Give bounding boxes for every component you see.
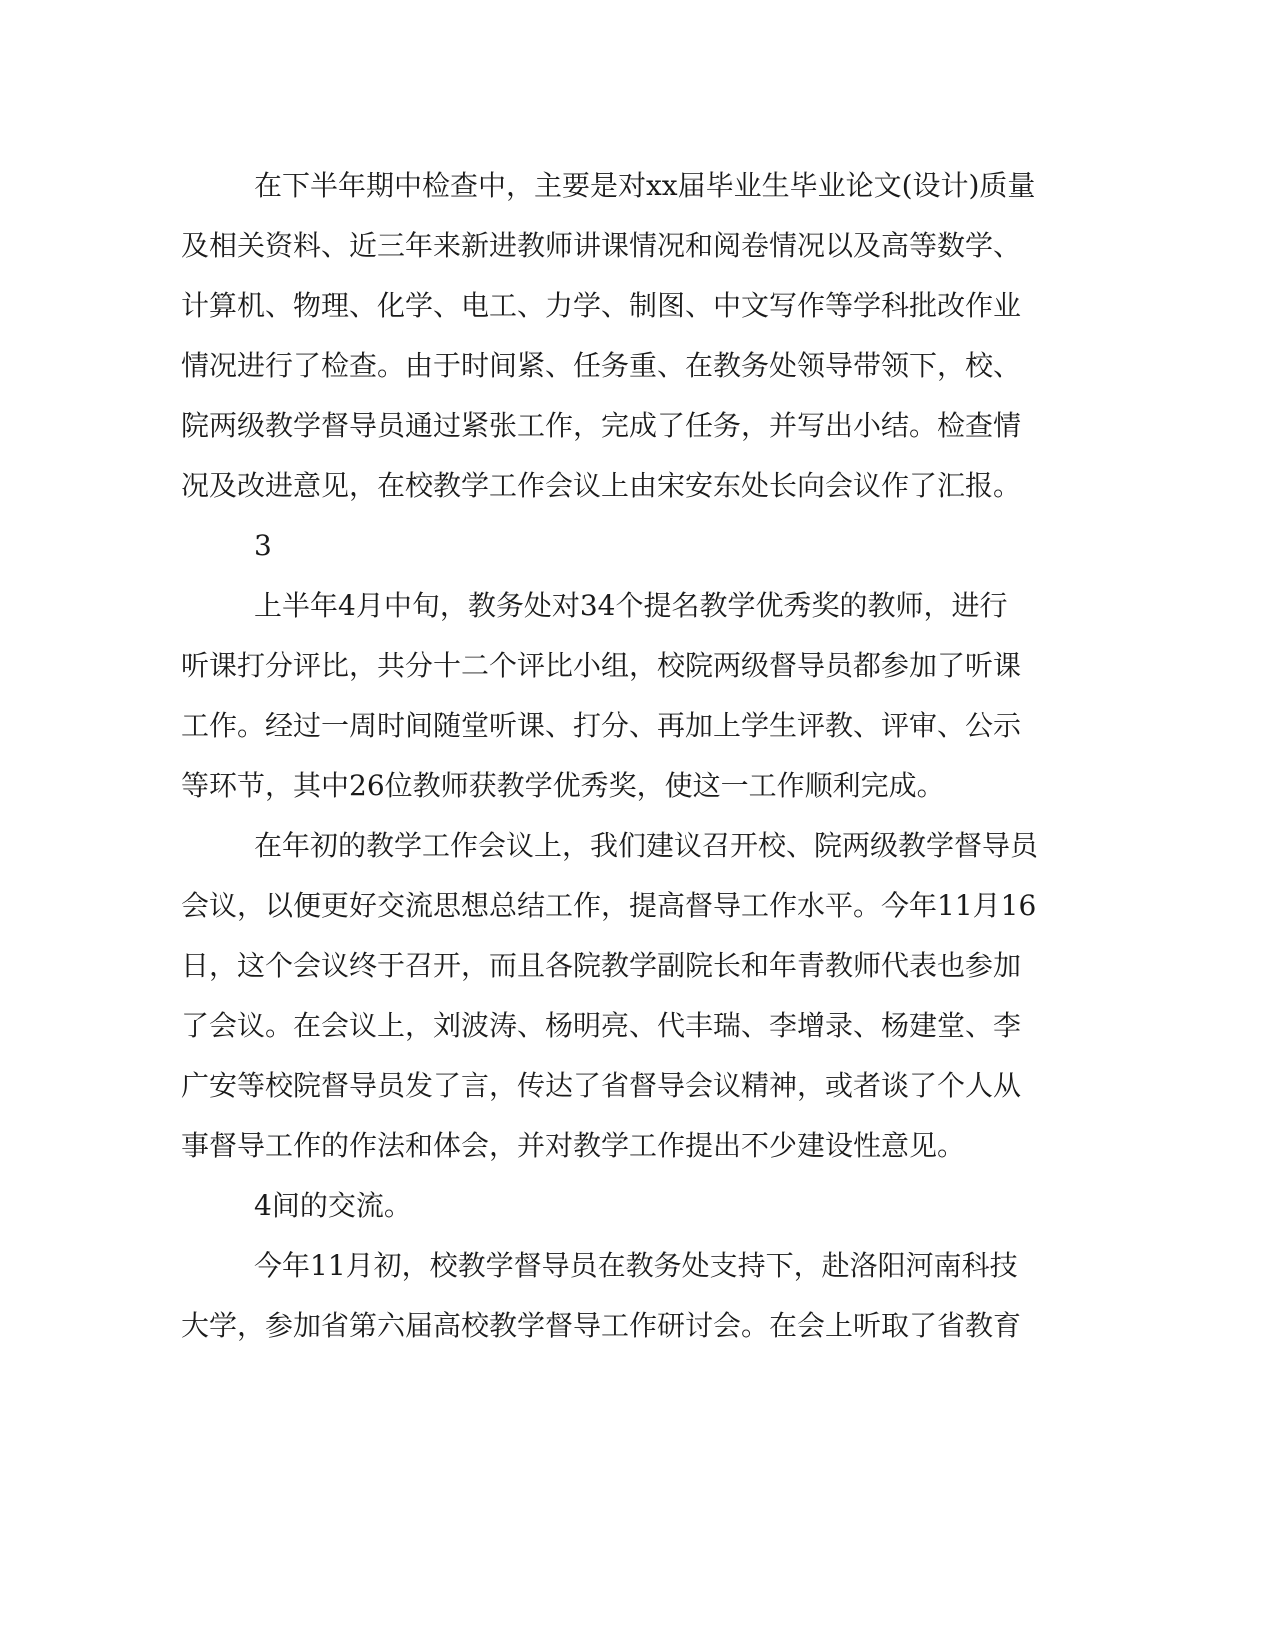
text-line: 广安等校院督导员发了言，传达了省督导会议精神，或者谈了个人从 <box>181 1069 1022 1102</box>
document-body <box>181 156 1041 1356</box>
text-line: 大学，参加省第六届高校教学督导工作研讨会。在会上听取了省教育 <box>181 1309 1022 1342</box>
section-number-3 <box>181 516 1041 576</box>
text-line: 会议，以便更好交流思想总结工作，提高督导工作水平。今年11月16 <box>181 889 1037 922</box>
section-heading: 4间的交流。 <box>254 1189 412 1222</box>
text-line: 听课打分评比，共分十二个评比小组，校院两级督导员都参加了听课 <box>181 649 1022 682</box>
paragraph-seminar <box>181 1236 1041 1356</box>
text-line: 上半年4月中旬，教务处对34个提名教学优秀奖的教师，进行 <box>254 589 1008 622</box>
paragraph-supervisor-meeting <box>181 816 1041 1176</box>
text-line: 在下半年期中检查中，主要是对xx届毕业生毕业论文(设计)质量 <box>254 169 1036 202</box>
text-line: 及相关资料、近三年来新进教师讲课情况和阅卷情况以及高等数学、 <box>181 229 1022 262</box>
text-line: 了会议。在会议上，刘波涛、杨明亮、代丰瑞、李增录、杨建堂、李 <box>181 1009 1022 1042</box>
text-line: 等环节，其中26位教师获教学优秀奖，使这一工作顺利完成。 <box>181 769 945 802</box>
text-line: 院两级教学督导员通过紧张工作，完成了任务，并写出小结。检查情 <box>181 409 1022 442</box>
text-line: 情况进行了检查。由于时间紧、任务重、在教务处领导带领下，校、 <box>181 349 1022 382</box>
text-line: 计算机、物理、化学、电工、力学、制图、中文写作等学科批改作业 <box>181 289 1022 322</box>
section-number: 3 <box>254 529 272 562</box>
text-line: 今年11月初，校教学督导员在教务处支持下，赴洛阳河南科技 <box>254 1249 1018 1282</box>
paragraph-midterm-check <box>181 156 1041 516</box>
text-line: 日，这个会议终于召开，而且各院教学副院长和年青教师代表也参加 <box>181 949 1022 982</box>
text-line: 工作。经过一周时间随堂听课、打分、再加上学生评教、评审、公示 <box>181 709 1022 742</box>
text-line: 况及改进意见，在校教学工作会议上由宋安东处长向会议作了汇报。 <box>181 469 1022 502</box>
text-line: 在年初的教学工作会议上，我们建议召开校、院两级教学督导员 <box>254 829 1039 862</box>
section-heading-4 <box>181 1176 1041 1236</box>
paragraph-teaching-award <box>181 576 1041 816</box>
text-line: 事督导工作的作法和体会，并对教学工作提出不少建设性意见。 <box>181 1129 966 1162</box>
